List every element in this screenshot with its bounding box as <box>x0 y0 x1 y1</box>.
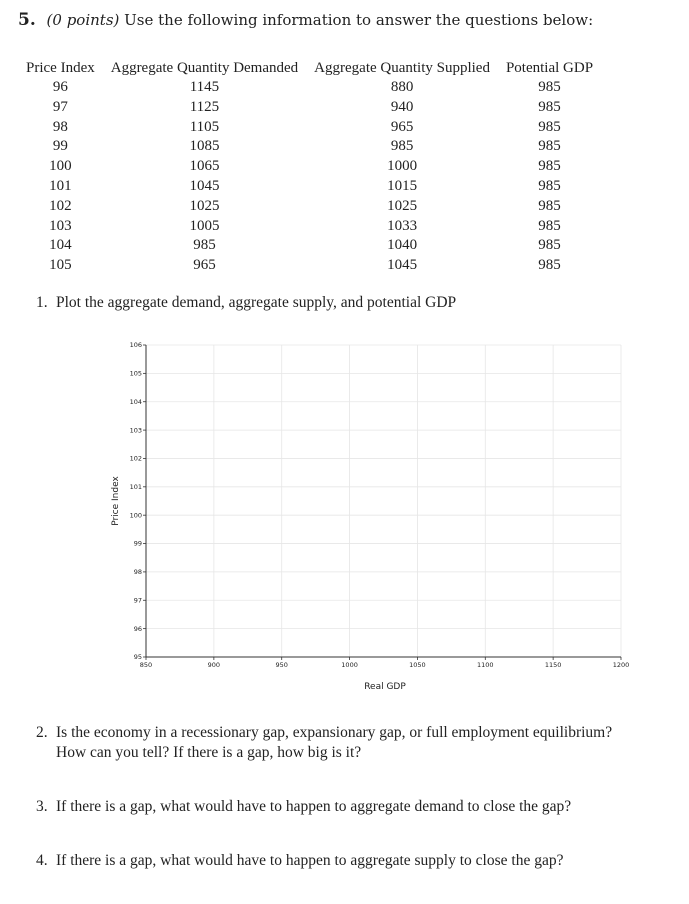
x-tick-label: 1000 <box>341 661 358 669</box>
cell-aggregate-demand: 1085 <box>189 138 220 155</box>
cell-aggregate-demand: 1125 <box>189 98 220 115</box>
problem-header <box>18 10 593 30</box>
cell-aggregate-supply: 940 <box>390 98 414 115</box>
cell-price-index: 98 <box>52 118 68 135</box>
header-potential-gdp: Potential GDP <box>505 59 594 76</box>
cell-aggregate-supply: 1025 <box>387 197 418 214</box>
y-tick-label: 98 <box>133 568 142 577</box>
cell-aggregate-demand: 1025 <box>189 197 220 214</box>
problem-points: (0 points) <box>46 11 120 29</box>
cell-price-index: 99 <box>52 138 68 155</box>
question-3 <box>36 797 686 817</box>
question-text: Plot the aggregate demand, aggregate supply, and potential GDP <box>56 294 457 311</box>
question-text-continued: How can you tell? If there is a gap, how big is it? <box>56 744 362 761</box>
cell-price-index: 104 <box>49 237 72 254</box>
cell-aggregate-supply: 1000 <box>387 158 418 175</box>
y-tick-label: 99 <box>133 539 142 548</box>
cell-potential-gdp: 985 <box>538 79 561 95</box>
y-tick-label: 106 <box>129 341 142 350</box>
x-tick-label: 900 <box>207 661 221 669</box>
x-tick-label: 1200 <box>612 661 630 669</box>
question-4 <box>36 851 686 871</box>
cell-price-index: 102 <box>49 197 72 214</box>
table-row <box>18 256 601 276</box>
header-aggregate-supply: Aggregate Quantity Supplied <box>314 59 490 76</box>
table-row <box>18 217 601 237</box>
question-number: 4. <box>36 852 48 869</box>
x-tick-label: 950 <box>275 661 288 669</box>
cell-aggregate-demand: 1045 <box>189 177 220 194</box>
y-tick-label: 96 <box>133 624 142 633</box>
cell-aggregate-supply: 880 <box>390 79 414 95</box>
question-text: If there is a gap, what would have to happen to aggregate demand to close the gap? <box>56 798 572 815</box>
table-row <box>18 137 601 157</box>
cell-aggregate-demand: 1145 <box>189 79 220 95</box>
cell-potential-gdp: 985 <box>538 257 561 274</box>
y-tick-label: 97 <box>133 596 142 605</box>
table-row <box>18 236 601 256</box>
y-tick-label: 105 <box>129 369 142 378</box>
cell-aggregate-supply: 965 <box>390 118 414 135</box>
cell-aggregate-demand: 1005 <box>189 217 220 234</box>
cell-price-index: 103 <box>49 217 72 234</box>
cell-aggregate-supply: 1033 <box>387 217 418 234</box>
question-text: Is the economy in a recessionary gap, expansionary gap, or full employment equilibrium? <box>56 724 613 741</box>
y-tick-label: 100 <box>129 511 142 520</box>
cell-potential-gdp: 985 <box>538 197 561 214</box>
question-1 <box>36 293 686 313</box>
question-number: 2. <box>36 724 48 741</box>
y-tick-label: 102 <box>129 454 142 463</box>
table-header-row <box>18 58 601 78</box>
cell-aggregate-supply: 985 <box>390 138 414 155</box>
table-row <box>18 177 601 197</box>
cell-potential-gdp: 985 <box>538 177 561 194</box>
x-axis-label: Real GDP <box>364 682 406 692</box>
table-row <box>18 78 601 98</box>
problem-instruction: Use the following information to answer the questions below: <box>124 11 594 29</box>
cell-price-index: 96 <box>52 79 68 95</box>
cell-potential-gdp: 985 <box>538 98 561 115</box>
y-tick-label: 95 <box>133 653 142 662</box>
cell-aggregate-demand: 965 <box>193 257 216 274</box>
x-tick-label: 1150 <box>544 661 562 669</box>
question-number: 3. <box>36 798 48 815</box>
table-row <box>18 98 601 118</box>
y-axis-label: Price Index <box>111 476 121 526</box>
cell-potential-gdp: 985 <box>538 217 561 234</box>
cell-aggregate-supply: 1040 <box>387 237 418 254</box>
cell-price-index: 101 <box>49 177 72 194</box>
y-tick-label: 104 <box>129 397 142 406</box>
question-number: 1. <box>36 294 48 311</box>
question-2 <box>36 723 686 763</box>
cell-aggregate-demand: 1105 <box>189 118 220 135</box>
data-table <box>18 58 601 276</box>
cell-aggregate-supply: 1015 <box>387 177 418 194</box>
x-tick-label: 1100 <box>477 661 494 669</box>
header-price-index: Price Index <box>26 59 95 76</box>
header-aggregate-demand: Aggregate Quantity Demanded <box>110 59 299 76</box>
cell-potential-gdp: 985 <box>538 118 561 135</box>
problem-number: 5. <box>18 10 36 30</box>
table-row <box>18 118 601 138</box>
price-index-graph[interactable] <box>100 336 640 696</box>
cell-potential-gdp: 985 <box>538 237 561 254</box>
cell-price-index: 105 <box>49 257 72 274</box>
cell-price-index: 100 <box>49 158 72 175</box>
cell-aggregate-supply: 1045 <box>387 257 418 274</box>
cell-aggregate-demand: 985 <box>193 237 216 254</box>
question-text: If there is a gap, what would have to happen to aggregate supply to close the gap? <box>56 852 564 869</box>
cell-aggregate-demand: 1065 <box>189 158 220 175</box>
cell-potential-gdp: 985 <box>538 158 561 175</box>
x-tick-label: 1050 <box>409 661 426 669</box>
table-row <box>18 197 601 217</box>
x-tick-label: 850 <box>139 661 153 669</box>
cell-potential-gdp: 985 <box>538 138 561 155</box>
y-tick-label: 101 <box>129 483 142 492</box>
y-tick-label: 103 <box>129 426 142 435</box>
table-row <box>18 157 601 177</box>
cell-price-index: 97 <box>52 98 68 115</box>
